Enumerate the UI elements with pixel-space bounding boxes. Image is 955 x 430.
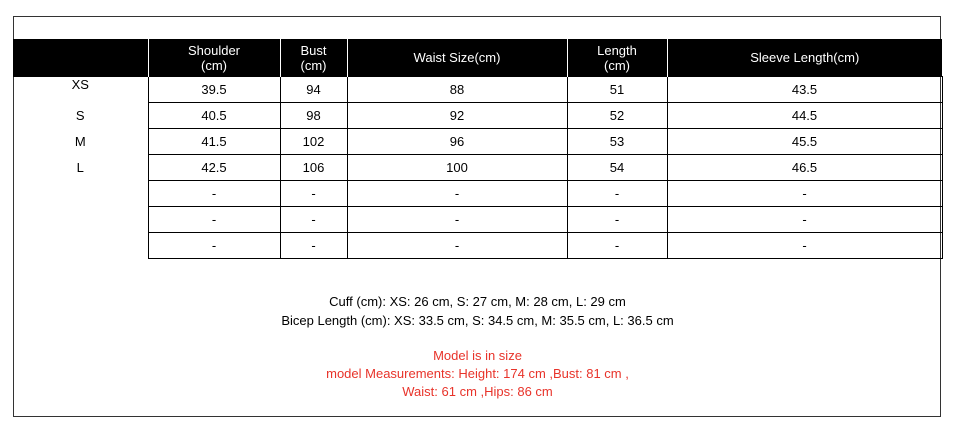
- table-row: [13, 103, 942, 129]
- table-cell: -: [280, 181, 347, 207]
- table-cell: 46.5: [667, 155, 942, 181]
- size-label: [13, 181, 148, 207]
- size-label: M: [74, 134, 86, 149]
- table-cell: -: [567, 207, 667, 233]
- size-chart-table: [13, 39, 943, 259]
- bicep-note: Bicep Length (cm): XS: 33.5 cm, S: 34.5 cm, M: 35.5 cm, L: 36.5 cm: [281, 313, 674, 328]
- table-row: [13, 155, 942, 181]
- measurement-notes: [0, 292, 955, 330]
- table-cell: 42.5: [148, 155, 280, 181]
- model-measurements-note: model Measurements: Height: 174 cm ,Bust: 81 cm ,: [326, 366, 629, 381]
- table-header-row: [13, 39, 942, 77]
- table-cell: -: [567, 233, 667, 259]
- table-row: [13, 207, 942, 233]
- table-cell: -: [667, 207, 942, 233]
- table-cell: 39.5: [148, 77, 280, 103]
- table-cell: -: [347, 233, 567, 259]
- table-cell: 52: [567, 103, 667, 129]
- table-cell: -: [148, 207, 280, 233]
- table-cell: 51: [567, 77, 667, 103]
- table-row: [13, 77, 942, 103]
- header-sleeve-length: Sleeve Length(cm): [667, 39, 942, 77]
- table-cell: -: [280, 233, 347, 259]
- table-cell: -: [667, 233, 942, 259]
- table-cell: 88: [347, 77, 567, 103]
- table-cell: 41.5: [148, 129, 280, 155]
- table-cell: 45.5: [667, 129, 942, 155]
- size-label: S: [75, 108, 85, 123]
- table-cell: -: [148, 181, 280, 207]
- table-cell: 54: [567, 155, 667, 181]
- table-cell: 94: [280, 77, 347, 103]
- header-corner: [13, 39, 148, 77]
- table-cell: 106: [280, 155, 347, 181]
- table-cell: 53: [567, 129, 667, 155]
- model-size-note: Model is in size: [433, 348, 522, 363]
- table-cell: -: [347, 207, 567, 233]
- table-row: [13, 129, 942, 155]
- model-info: [0, 347, 955, 401]
- table-cell: -: [667, 181, 942, 207]
- header-shoulder: Shoulder (cm): [148, 39, 280, 77]
- table-cell: -: [280, 207, 347, 233]
- header-length: Length (cm): [567, 39, 667, 77]
- size-label: L: [76, 160, 84, 175]
- size-label: XS: [71, 76, 89, 92]
- table-cell: 100: [347, 155, 567, 181]
- model-waist-hips-note: Waist: 61 cm ,Hips: 86 cm: [402, 384, 553, 399]
- size-label: [13, 233, 148, 259]
- table-row: [13, 181, 942, 207]
- table-cell: 40.5: [148, 103, 280, 129]
- table-cell: -: [567, 181, 667, 207]
- header-waist: Waist Size(cm): [347, 39, 567, 77]
- table-cell: -: [148, 233, 280, 259]
- size-label: [13, 207, 148, 233]
- table-cell: -: [347, 181, 567, 207]
- table-cell: 44.5: [667, 103, 942, 129]
- table-cell: 92: [347, 103, 567, 129]
- table-row: [13, 233, 942, 259]
- cuff-note: Cuff (cm): XS: 26 cm, S: 27 cm, M: 28 cm, L: 29 cm: [329, 294, 626, 309]
- header-bust: Bust (cm): [280, 39, 347, 77]
- table-cell: 102: [280, 129, 347, 155]
- table-cell: 98: [280, 103, 347, 129]
- table-cell: 96: [347, 129, 567, 155]
- table-cell: 43.5: [667, 77, 942, 103]
